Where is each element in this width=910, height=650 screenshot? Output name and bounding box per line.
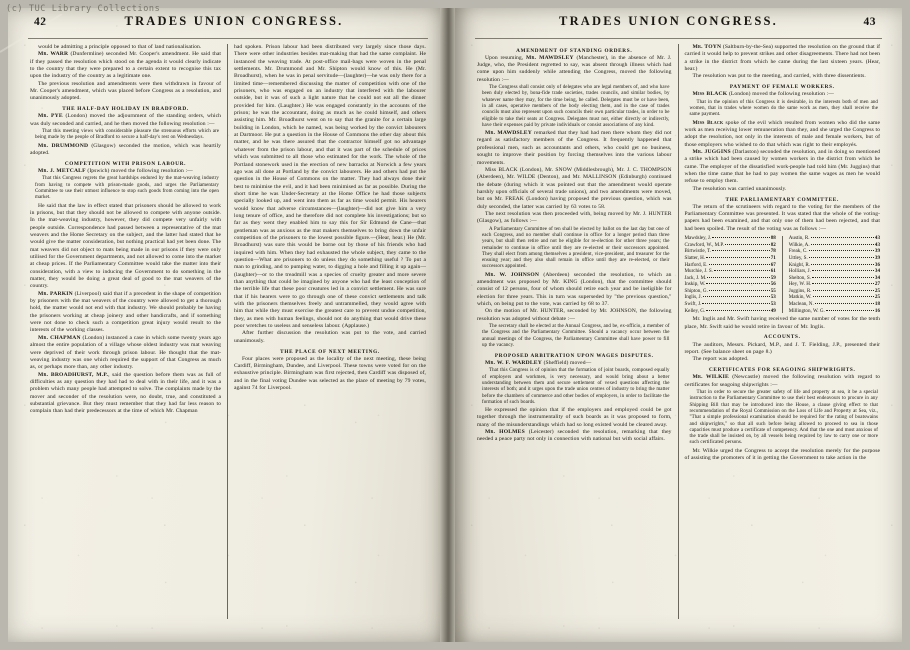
resolution-quote: That in the opinion of this Congress it is desirable, in the interests both of men and women, that in trades where women do the same work as men, they shall receive the same payment.: [689, 99, 878, 118]
vote-count: 25: [874, 294, 880, 301]
vote-row: [685, 248, 776, 255]
vote-row: [685, 255, 776, 262]
paragraph: [685, 44, 881, 73]
vote-count: 78: [770, 248, 776, 255]
vote-leader-dots: [812, 270, 874, 271]
paragraph: [685, 120, 881, 149]
speaker-name: Mr. HOLMES: [485, 429, 525, 436]
paragraph: [30, 113, 221, 128]
vote-count: 18: [874, 301, 880, 308]
vote-leader-dots: [703, 296, 770, 297]
vote-leader-dots: [813, 290, 874, 291]
vote-results-table: [685, 235, 881, 314]
vote-leader-dots: [809, 250, 874, 251]
paragraph: [477, 55, 672, 84]
vote-row: [685, 268, 776, 275]
vote-leader-dots: [709, 290, 770, 291]
vote-leader-dots: [815, 303, 874, 304]
vote-leader-dots: [809, 257, 874, 258]
paragraph-text: (Saltburn-by-the-Sea) supported the resolution on the ground that if carried it would help to prevent strikes and other disagreements. There had not been a strike in the district from which he came during the last sixteen years. (Hear, hear.): [684, 44, 880, 73]
column-4: [679, 44, 887, 619]
vote-candidate-name: Millington, W. G.: [788, 307, 825, 314]
vote-row: [789, 281, 880, 288]
library-watermark: (c) TUC Library Collections: [6, 4, 161, 14]
vote-candidate-name: Juggins, R.: [788, 287, 812, 294]
vote-count: 43: [874, 235, 880, 242]
vote-row: [789, 275, 880, 282]
paragraph-text: , said the question before them was as full of difficulties as any question they had had to deal with in their life, and it was a problem which many people had attempted to solve. The complaints made by the mover and seconder of the resolution were, no doubt, true, and constituted a substantial grievance. But they must remember that they had far less reason to complain than had their predecessors at the time of which Mr. Chapman: [30, 371, 221, 415]
speaker-name: Mr. WARR: [38, 51, 69, 58]
vote-count: 55: [770, 287, 776, 294]
section-heading: AMENDMENT OF STANDING ORDERS.: [516, 47, 633, 54]
paragraph: The resolution was carried unanimously.: [692, 185, 787, 192]
vote-count: 82: [770, 241, 776, 248]
speaker-name: Mr. CHAPMAN: [38, 334, 81, 341]
paragraph-text: Upon resuming,: [485, 54, 527, 61]
vote-leader-dots: [706, 283, 769, 284]
running-title-right: TRADES UNION CONGRESS.: [559, 14, 778, 28]
paragraph: Mr. Inglis and Mr. Swift having received the same number of votes for the tenth place, Mr. Swift said he would retire in favour of Mr. Inglis.: [684, 316, 880, 330]
running-title-left: TRADES UNION CONGRESS.: [124, 14, 344, 28]
paragraph: The next resolution was then proceeded with, being moved by Mr. J. HUNTER (Glasgow), as follows :—: [477, 210, 672, 225]
vote-candidate-name: Harford, E.: [684, 261, 708, 268]
vote-count: 39: [874, 248, 880, 255]
vote-candidate-name: Uttley, S.: [788, 254, 808, 261]
speaker-name: Mr. MAWDSLEY: [526, 54, 574, 61]
paragraph-text: (Ipswich) moved the following resolution :—: [85, 168, 193, 175]
section-heading: CERTIFICATES FOR SEAGOING SHIPWRIGHTS.: [708, 367, 856, 374]
vote-leader-dots: [714, 270, 770, 271]
vote-row: [685, 281, 776, 288]
vote-count: 16: [874, 307, 880, 314]
vote-row: [789, 248, 880, 255]
speaker-name: Mr. WILKIE: [692, 374, 729, 381]
vote-candidate-name: Holliars, J.: [788, 268, 811, 275]
vote-count: 49: [770, 307, 776, 314]
paragraph-text: spoke of the evil which resulted from women who did the same work as men receiving lower remuneration than they, and she urged the Congress to adopt the resolution, not only in the interests of male and female workers, but of those employers who wished to do that which was right to their employés.: [684, 119, 880, 148]
speaker-name: Mr. DRUMMOND: [38, 142, 89, 149]
section-heading: COMPETITION WITH PRISON LABOUR.: [64, 160, 187, 167]
header-rule-right: [475, 38, 882, 39]
vote-row: [685, 262, 776, 269]
vote-count: 43: [874, 241, 880, 248]
section-heading: PAYMENT OF FEMALE WORKERS.: [729, 84, 835, 91]
vote-count: 88: [770, 235, 776, 242]
resolution-quote: The Congress shall consist only of delegates who are legal members of, and who have been duly elected by, bona-fide trade societies, trades councils, and similar bodies, by whatever name they may, for the time being, be called. Delegates must be or have been, in all cases, operative members of the body electing them, and in the case of trades councils must also represent upon such councils their own particular trades, in order to be eligible to take their seats at Congress. Delegates must not, either directly or indirectly, have their expenses paid by private individuals or consist associations of any kind.: [482, 85, 670, 128]
vote-row: [685, 275, 776, 282]
vote-count: 56: [770, 281, 776, 288]
paragraph: [685, 91, 881, 98]
vote-count: 39: [874, 254, 880, 261]
columns-left: [8, 44, 448, 619]
vote-leader-dots: [813, 296, 874, 297]
vote-candidate-name: Crawford, W., M.P.: [684, 241, 724, 248]
paragraph-text: (London) moved the following resolution :—: [727, 91, 834, 98]
speaker-name: Mr. JUGGINS: [692, 149, 731, 156]
vote-leader-dots: [811, 244, 874, 245]
vote-candidate-name: Shipton, G.: [684, 287, 708, 294]
vote-row: [685, 242, 776, 249]
resolution-quote: That this Congress regrets the great hardships endured by the mat-weaving industry from having to compete with prison-made goods, and urges the Parliamentary Committee to use their utmost influence to stop such goods from coming into the open market.: [35, 176, 219, 201]
vote-leader-dots: [812, 277, 874, 278]
section-heading: THE PARLIAMENTARY COMMITTEE.: [725, 196, 839, 203]
resolution-quote: The secretary shall be elected at the Annual Congress, and be, ex-officio, a member of the Congress and the Parliamentary Committee. Should a vacancy occur between the annual meetings of the Congress, the Parliamentary Committee shall have power to fill up the vacancy.: [482, 324, 670, 348]
paragraph: On the motion of Mr. HUNTER, seconded by Mr. JOHNSON, the following resolution was adopted without debate :—: [477, 308, 672, 322]
speaker-name: Mr. PARKIN: [38, 290, 73, 297]
paragraph-text: (Newcastle) moved the following resolution with regard to certificates for seagoing shipwrights :—: [684, 374, 880, 388]
vote-row: [789, 242, 880, 249]
speaker-name: Mr. J. METCALF: [38, 168, 86, 175]
vote-candidate-name: Swift, J.: [684, 301, 702, 308]
section-heading: ACCOUNTS.: [763, 334, 801, 341]
speaker-name: Miss Black: [692, 119, 724, 126]
vote-candidate-name: Austin, R.: [788, 235, 810, 242]
paragraph: Mr. Wilkie urged the Congress to accept the resolution merely for the purpose of assisting the promoters of it in getting the Government to take action in the: [684, 447, 880, 462]
vote-candidate-name: Birtwistle, T.: [684, 248, 712, 255]
vote-count: 36: [874, 261, 880, 268]
paragraph: He said that the law in effect stated that prisoners should be allowed to work in prisons, but that they should not be allowed to compete with anyone outside. In the mat-weaving industry, however, they did compete very unfairly with people outside. Correspondence had passed between a representative of the mat weavers and the Home Secretary on the subject, and the latter had stated that he would give the matter consideration, but nothing practical had yet been done. The mat weavers did not object to mats being made in our prisons if they were only utilised for the Government departments, and not allowed to come into the market at cheap prices. If the Parliamentary Committee would take the matter into their consideration, with a view to inducing the Government to do something in the matter, they would be doing a great deal of good to the mat weavers of the country.: [30, 202, 221, 290]
vote-candidate-name: Murchie, J. S.: [684, 268, 713, 275]
vote-leader-dots: [811, 264, 874, 265]
resolution-quote: A Parliamentary Committee of ten shall be elected by ballot on the last day but one of each Congress, and no member shall continue in office for a longer period than three years, but shall then retire and not be eligible for re-election for other three years; the remainder to continue in office until they are re-elected or their successors appointed. They shall elect from among themselves a president, vice-president, and treasurer for the ensuing year; and they also shall remain in office until they are re-elected, or their successors appointed.: [482, 226, 670, 270]
vote-column-right: [789, 235, 880, 314]
vote-row: [789, 308, 880, 315]
vote-count: 27: [874, 281, 880, 288]
paragraph: [30, 372, 221, 416]
paragraph: had spoken. Prison labour had been distributed very largely since those days. There were other industries besides mat-making that had the same complaint. He instanced the weaving trade. At post-office mail-bags were woven in the penal settlements. Mr. Drummond and Mr. Shipton would know of this. He (Mr. Broadhurst), when he was in penal servitude—(laughter)—he was only there for a limited time—remembered discussing the matter of competition with one of the prisoners, who was engaged on an industry that interfered with the labourer outside, but it was of such a light nature that he could not eat all the dinner provided for him. (Laughter.) He was engaged constantly in the accounts of the prison; he was the accountant, doing as much as he could himself, and others assisting him. Mr. Broadhurst went on to say that the granite for a certain large building in London, which he named, was being worked by the convict labourers at Dartmoor. He put a question in the House of Commons the other day about this matter, and he was there assured that the contractor himself got no advantage whatever from the prison labour, and that it was part of the schedule of prices which was submitted to all those who estimated for the work. The whole of the Portland stonework used in the erection of new barracks at Norwich a few years ago was all done at Portland by the convict labourers. He and others had put the question in the House of Commons on the matter. They had always done their best to minimise the evil, and it had been minimised as far as possible. During the short time he was Under-Secretary at the Home Office he had those subjects specially looked up, and went into them as far as time would permit. His hearers would know that adverse circumstances—(laughter)—did not give him a very long tenure of office, and he therefore did not complete his investigations; but so far as they went they enabled him to say this for Sir Edmund de Cane—that gentleman was as anxious as the mat makers themselves to bring down the unfair competition of the prisoners to the lowest possible figure.—(Hear, hear.) He (Mr. Broadhurst) was sure this would be borne out by those of his friends who had inquired with him. When they had exhausted the whole subject, they came to the question—What are prisoners to do unless they do something useful ? To put a man to grinding, and to pumping water, to digging a hole and filling it up again—(laughter)—or to the treadmill was a species of cruelty greater and more severe than anything that could be imagined by anyone who had the least conception of the terrible life that these poor creatures led in a convict settlement. He was sure that if his hearers were to go through one of these convict settlements and talk with the prisoners themselves freely and untrammelled, they would agree with him that while they must exercise the greatest care to prevent undue competition, they, as men with human feelings, should not do anything that would drive these poor wretches to useless and senseless labour. (Applause.): [234, 44, 426, 330]
vote-count: 59: [770, 274, 776, 281]
book-gutter: [440, 8, 456, 642]
paragraph-text: (Sheffield) moved—: [541, 359, 592, 366]
vote-count: 67: [770, 261, 776, 268]
paragraph: The return of the scrutineers with regard to the voting for the members of the Parliamentary Committee was presented. It was stated that the whole of the voting-papers had been examined, and that only one of them had been rejected, and that had been spoiled. The result of the voting was as follows :—: [684, 203, 880, 232]
speaker-name: Mr. W. F. WARDLEY: [485, 359, 542, 366]
vote-count: 53: [770, 294, 776, 301]
vote-row: [789, 294, 880, 301]
paragraph: The resolution was put to the meeting, and carried, with three dissentients.: [692, 73, 866, 80]
vote-leader-dots: [826, 310, 874, 311]
vote-leader-dots: [712, 250, 770, 251]
vote-count: 25: [874, 287, 880, 294]
paragraph-text: (Glasgow) seconded the motion, which was heartily adopted.: [30, 142, 221, 157]
paragraph: [30, 143, 221, 158]
paragraph: The auditors, Messrs. Pickard, M.P., and J. T. Fielding, J.P., presented their report. (See balance sheet on page 8.): [684, 341, 880, 355]
paragraph: [477, 360, 672, 367]
page-left: [8, 8, 448, 642]
section-heading: PROPOSED ARBITRATION UPON WAGES DISPUTES.: [494, 352, 654, 359]
vote-row: [685, 235, 776, 242]
column-1: [24, 44, 228, 619]
vote-candidate-name: Wilkie, A.: [788, 241, 810, 248]
vote-leader-dots: [707, 277, 769, 278]
resolution-quote: That this Congress is of opinion that the formation of joint boards, composed equally of employers and workmen, is very necessary, and would bring about a better understanding between them and secure settlement of vexed questions affecting the interests of both; and it urges upon the trade union centres of industry to bring the matter before the chambers of commerce and other bodies of employers, in order to facilitate the formation of such boards.: [482, 368, 670, 405]
paragraph-text: (Darlaston) seconded the resolution, and in doing so mentioned a strike which had been caused by women workers in the district from which he came. The employer of the dissatisfied work-people had told him (Mr. Juggins) that when the time came that he had to pay women the same wages as men he would refuse to employ them.: [684, 149, 880, 185]
speaker-name: Mr. TOYN: [692, 44, 722, 50]
vote-count: 34: [874, 268, 880, 275]
vote-leader-dots: [725, 244, 770, 245]
paragraph-text: (Aberdeen) seconded the resolution, to which an amendment was proposed by Mr. KING (London), that the committee should consist of 12 persons, four of whom should retire each year and be ineligible for election for three years. This in turn was superseded by "the previous question," which, on being put to the vote, was carried by 68 to 37.: [477, 271, 672, 308]
vote-candidate-name: Slatter, H.: [684, 254, 706, 261]
section-heading: THE HALF-DAY HOLIDAY IN BRADFORD.: [62, 106, 189, 113]
vote-candidate-name: Matkin, W.: [788, 294, 812, 301]
paragraph: [477, 272, 672, 309]
vote-row: [789, 262, 880, 269]
vote-row: [685, 288, 776, 295]
vote-leader-dots: [706, 257, 770, 258]
vote-count: 61: [770, 268, 776, 275]
vote-candidate-name: Kelley, G.: [684, 307, 706, 314]
vote-row: [789, 301, 880, 308]
speaker-name: Miss BLACK: [692, 91, 728, 98]
resolution-quote: That this meeting views with considerable pleasure the strenuous efforts which are being made by the people of Bradford to secure a half-day's rest on Wednesdays.: [35, 129, 219, 141]
vote-row: [789, 255, 880, 262]
columns-right: [455, 44, 902, 619]
paragraph: [30, 168, 221, 175]
vote-leader-dots: [709, 264, 770, 265]
vote-candidate-name: Inskip, W.: [684, 281, 706, 288]
paragraph: Miss BLACK (London), Mr. SNOW (Middlesbrough), Mr. J. C. THOMPSON (Aberdeen), Mr. WILDE (Denton), and Mr. MALLINSON (Edinburgh) continued the debate (during which it was pointed out that the amendment would operate harshly upon officials of several trade unions), and two amendments were moved, but on Mr. FREAK (London) having proposed the previous question, which was duly seconded, the latter was carried by 63 votes to 58.: [477, 166, 672, 210]
vote-candidate-name: Mawdsley, J.: [684, 235, 712, 242]
paragraph: [685, 374, 881, 389]
running-head-right: [455, 8, 902, 38]
vote-leader-dots: [811, 237, 874, 238]
vote-row: [789, 235, 880, 242]
vote-candidate-name: Maclean, N.: [788, 301, 814, 308]
folio-number-left: 42: [34, 16, 47, 28]
paragraph: [30, 291, 221, 335]
paragraph: [30, 51, 221, 80]
vote-leader-dots: [702, 303, 769, 304]
paragraph-text: remarked that they had had men there whom they did not regard as satisfactory members of the Congress. It frequently happened that professional men, such as accountants and others, who could get no business, sought to improve their position by forcing themselves into the various labour movements.: [477, 130, 672, 166]
vote-row: [789, 268, 880, 275]
vote-leader-dots: [812, 283, 874, 284]
folio-number-right: 43: [863, 16, 876, 28]
vote-candidate-name: Freak, C.: [788, 248, 808, 255]
vote-row: [685, 308, 776, 315]
paragraph: The previous resolution and amendments were then withdrawn in favour of Mr. Cooper's amendment, which was placed before Congress as a resolution, and unanimously adopted.: [30, 80, 221, 102]
vote-column-left: [685, 235, 776, 314]
paragraph: [30, 335, 221, 372]
column-3: [471, 44, 679, 619]
vote-leader-dots: [706, 310, 769, 311]
vote-candidate-name: Knight, R.: [788, 261, 811, 268]
paragraph-text: (Dunfermline) seconded Mr. Cooper's amendment. He said that if they passed the resolution which stood on the agenda it would clearly indicate to the country that they were prepared to a certain extent to recognise this tax upon the industry of the country as a legitimate one.: [30, 51, 222, 80]
paragraph: The report was adopted.: [692, 356, 749, 363]
paragraph-text: (Leicester) seconded the resolution, remarking that they needed a peace party not only in connection with national but with social affairs.: [477, 429, 672, 443]
speaker-name: Mr. PYE: [38, 113, 63, 120]
paragraph-text: (London) moved the adjournment of the standing orders, which was duly seconded and carried, and he then moved the following resolution :—: [30, 113, 221, 127]
page-right: [455, 8, 902, 642]
paragraph-text: (Liverpool) said that if a precedent in the shape of competition by prisoners with the mat weavers of the country were allowed to get a thorough hold, the matter would not end with that industry. We should probably be having the prisoners working at cheap joinery and other handicrafts, and if something were not done to check such a competition great injury would result to the interests of the working classes.: [30, 290, 221, 334]
vote-row: [685, 301, 776, 308]
paragraph: [477, 429, 672, 444]
vote-candidate-name: Hey, W. H.: [788, 281, 812, 288]
vote-column-divider: [782, 236, 783, 313]
vote-count: 71: [770, 254, 776, 261]
paragraph: would be admitting a principle opposed to that of land nationalisation.: [38, 44, 202, 50]
speaker-name: Mr. MAWDSLEY: [485, 130, 532, 137]
header-rule-left: [28, 38, 428, 39]
vote-leader-dots: [712, 237, 769, 238]
paragraph: [477, 130, 672, 167]
resolution-quote: That in order to secure the greater safety of life and property at sea, it be a special instruction to the Parliamentary Committee to use their best endeavours to procure in any Shipping Bill that may be introduced into the House, a clause giving effect to that recommendation of the Royal Commission on the Loss of Life and Property at Sea, viz., "That a simple professional examination should be required for the rating of boatswains and shipwrights," so that all such before being allowed to proceed to sea in those capacities must produce a certificate of competency. And that the one and most anxious of the trade shall be insisted on, by all vessels being required by law to carry one or more such certificated persons.: [689, 390, 878, 446]
running-head-left: [8, 8, 448, 38]
vote-count: 53: [770, 301, 776, 308]
vote-count: 34: [874, 274, 880, 281]
paragraph: He expressed the opinion that if the employers and employed could be got together through the instrumentality of such boards as it was proposed to form, many of the misunderstandings which had so long existed would be cleared away.: [477, 407, 672, 428]
paragraph: Four places were proposed as the locality of the next meeting, these being Cardiff, Birmingham, Dundee, and Liverpool. These towns were voted for on the exhaustive principle. Birmingham was first rejected, then Cardiff was disposed of, and in the final voting Dundee was selected as the place of meeting by 79 votes, against 74 for Liverpool.: [234, 355, 426, 392]
speaker-name: Mr. W. JOHNSON: [485, 271, 540, 278]
column-2: [228, 44, 432, 619]
speaker-name: Mr. BROADHURST, M.P.: [38, 371, 109, 378]
section-heading: THE PLACE OF NEXT MEETING.: [280, 348, 380, 355]
paragraph: [685, 149, 881, 186]
vote-candidate-name: Jack, J. M.: [684, 274, 707, 281]
paragraph-text: (Manchester), in the absence of Mr. J. Judge, who, the President regretted to say, was absent through illness which had come upon him suddenly while attending the Congress, moved the following resolution :—: [477, 54, 672, 83]
vote-candidate-name: Shelton, S.: [788, 274, 811, 281]
paragraph-text: (London) instanced a case in which some twenty years ago almost the entire population of a village whose oldest industry was mat weaving were deprived of their work through prison labour. He thought that the mat-weaving industry was one which required the support of that Congress as much as, or perhaps more than, any other industry.: [30, 334, 221, 371]
paragraph: After further discussion the resolution was put to the vote, and carried unanimously.: [234, 330, 426, 344]
vote-candidate-name: Inglis, J.: [684, 294, 702, 301]
vote-row: [789, 288, 880, 295]
